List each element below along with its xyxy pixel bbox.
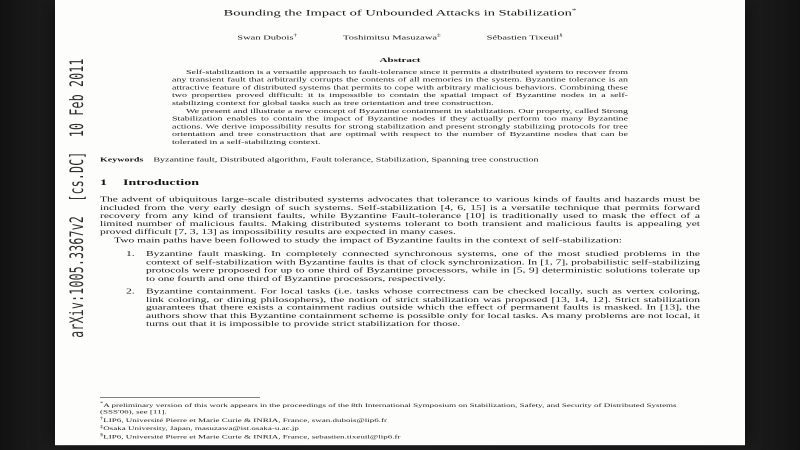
- abstract-paragraph-2: We present and illustrate a new concept of Byzantine containment in stabilization. Our property, called Strong Stabilization enables to contain the impact of Byzantine nodes if they actually perform too many Byzantine actions. We derive impossibility results for strong stabilization and present strongly stabilizing protocols for tree orientation and tree construction that are optimal with respect to the number of Byzantine nodes that can be tolerated in a self-stabilizing context.: [172, 108, 628, 146]
- list-item-2-text: Byzantine containment. For local tasks (i.e. tasks whose correctness can be checked locally, such as vertex coloring, link coloring, or dining philosophers), the notion of strict stabilization was proposed [13, 14, 12]. Strict stabilization guarantees that there exists a containment radius outside which the effect of permanent faults is masked. In [13], the authors show that this Byzantine containment scheme is possible only for local tasks. As many problems are not local, it turns out that it is impossible to provide strict stabilization for those.: [146, 288, 700, 328]
- footnote-4-text: LIP6, Université Pierre et Marie Curie & INRIA, France, sebastien.tixeuil@lip6.fr: [103, 433, 401, 440]
- list-item-2-marker: 2.: [126, 288, 135, 296]
- author-1-mark: †: [293, 32, 298, 38]
- paper-title: [100, 5, 700, 19]
- footnote-1-mark: *: [100, 401, 104, 406]
- author-3: [487, 33, 563, 41]
- keywords-text: Byzantine fault, Distributed algorithm, Fault tolerance, Stabilization, Spanning tree construction: [153, 156, 539, 164]
- footnote-2-text: LIP6, Université Pierre et Marie Curie & INRIA, France, swan.dubois@lip6.fr: [103, 417, 387, 424]
- author-3-mark: §: [559, 32, 563, 38]
- list-item-2: [126, 288, 700, 329]
- paper-title-text: Bounding the Impact of Unbounded Attacks in Stabilization: [223, 8, 572, 18]
- footnote-4: [100, 432, 700, 440]
- author-2-mark: ‡: [437, 32, 441, 38]
- author-1: [237, 33, 297, 41]
- list-item-1-text: Byzantine fault masking. In completely connected synchronous systems, one of the most studied problems in the context of self-stabilization with Byzantine faults is that of clock synchronization. In [1, 7], probabilistic self-stabilizing protocols were proposed for up to one third of Byzantine processors, while in [5, 9] deterministic solutions tolerate up to one fourth and one third of Byzantine processors, respectively.: [146, 250, 700, 283]
- footnote-4-mark: §: [100, 433, 104, 438]
- intro-paragraph-2: Two main paths have been followed to study the impact of Byzantine faults in the context of self-stabilization:: [114, 236, 622, 245]
- footnote-3-mark: ‡: [100, 424, 104, 430]
- author-3-name: Sébastien Tixeuil: [486, 34, 560, 41]
- section-number: 1: [100, 178, 107, 188]
- keywords-line: [100, 156, 700, 164]
- paper-page: [55, 0, 745, 445]
- footnote-3-text: Osaka University, Japan, masuzawa@ist.osaka-u.ac.jp: [103, 425, 299, 432]
- footnote-3: [100, 424, 700, 432]
- footnote-2-mark: †: [100, 416, 104, 421]
- keywords-label: Keywords: [100, 156, 144, 164]
- abstract-paragraph-1: Self-stabilization is a versatile approach to fault-tolerance since it permits a distributed system to recover from any transient fault that arbitrarily corrupts the contents of all memories in the system. Byzantine tolerance is an attractive feature of distributed systems that permits to cope with arbitrary malicious behaviors. Combining these two properties proved difficult: it is impossible to contain the spatial impact of Byzantine nodes in a self-stabilizing context for global tasks such as tree orientation and tree construction.: [172, 69, 628, 107]
- list-item-1: [126, 251, 700, 283]
- author-2: [343, 33, 441, 41]
- arxiv-watermark: arXiv:1005.3367v2 [cs.DC] 10 Feb 2011: [66, 58, 88, 338]
- abstract-section: [100, 57, 700, 147]
- authors-row: [100, 33, 700, 41]
- footnote-1-text: A preliminary version of this work appears in the proceedings of the 8th International Symposium on Stabilization, Safety, and Security of Distributed Systems (SSS'06), see [11].: [100, 402, 677, 415]
- section-title: Introduction: [123, 178, 199, 188]
- footnote-2: [100, 415, 700, 423]
- footnote-rule: [100, 397, 260, 398]
- section-1-heading: [100, 178, 700, 188]
- author-2-name: Toshimitsu Masuzawa: [343, 34, 438, 41]
- footnotes: [100, 397, 700, 440]
- abstract-heading: Abstract: [379, 56, 421, 64]
- footnote-1: [100, 400, 700, 415]
- intro-paragraph-1: The advent of ubiquitous large-scale distributed systems advocates that tolerance to various kinds of faults and hazards must be included from the very early design of such systems. Self-stabilization [4, 6, 15] is a versatile technique that permits forward recovery from any kind of transient faults, while Byzantine Fault-tolerance [10] is traditionally used to mask the effect of a limited number of malicious faults. Making distributed systems tolerant to both transient and malicious faults is appealing yet proved difficult [7, 3, 13] as impossibility results are expected in many cases.: [100, 196, 700, 236]
- title-footnote-mark: *: [571, 7, 577, 14]
- list-item-1-marker: 1.: [126, 250, 135, 259]
- enumerated-list: [100, 251, 700, 329]
- author-1-name: Swan Dubois: [237, 34, 294, 41]
